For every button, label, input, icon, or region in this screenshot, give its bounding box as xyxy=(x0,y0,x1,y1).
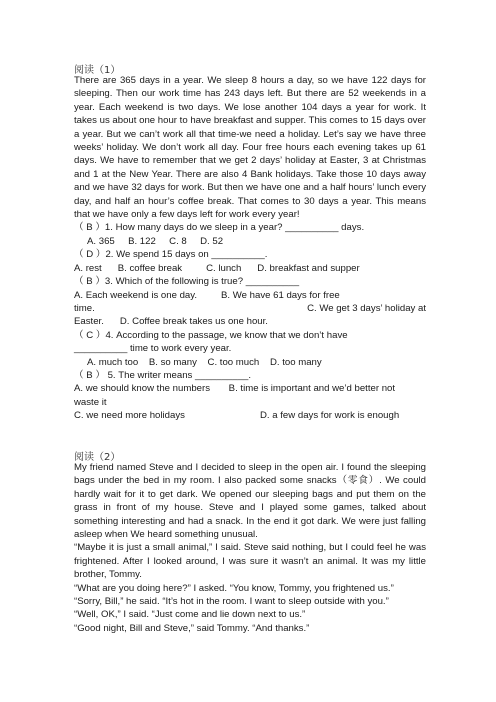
option-b-continued: time. xyxy=(74,302,95,314)
question-3-stem: （ B ）3. Which of the following is true? __________ xyxy=(74,276,300,288)
option-b: B. coffee break xyxy=(117,262,183,274)
passage-2-line: “Sorry, Bill,” he said. “It’s hot in the room. I want to sleep outside with you.” xyxy=(74,596,389,608)
passage-1: There are 365 days in a year. We sleep 8 hours a day, so we have 122 days for sleeping. Then our work time has 243 days left. But there are 52 weekends in a year. Each weekend is two days. We lose another 104 days a year for work. It takes us about one hour to have breakfast and supper. This comes to 15 days over a year. But we can’t work all that time-we need a holiday. Let’s say we have three weeks’ holiday. We don’t work all day. Four free hours each evening takes up 61 days. We have to remember that we get 2 days’ holiday at Easter, 3 at Christmas and 1 at the New Year. There are also 4 Bank holidays. Take those 10 days away and we have 32 days for work. But then we have one and a half hours’ lunch every day, and half an hour’s coffee break. That comes to 30 days a year. This means that we have only a few days left for work every year! xyxy=(74,75,426,221)
option-a: A. we should know the numbers xyxy=(74,383,210,395)
section-1-body xyxy=(74,74,426,423)
passage-2-line: “Maybe it is just a small animal,” I said. Steve said nothing, but I could feel he was frightened. After I looked around, I was sure it wasn’t an animal. It was my little brother, Tommy. xyxy=(74,542,426,581)
option-a: A. much too xyxy=(87,356,139,368)
option-c: C. We get 3 days’ holiday at xyxy=(307,302,426,314)
option-b: B. time is important and we’d better not xyxy=(228,383,396,395)
question-1-options xyxy=(74,235,426,248)
section-2-heading: 阅读（2） xyxy=(74,452,121,463)
question-3-options-line-1 xyxy=(74,289,426,302)
option-c: C. we need more holidays xyxy=(74,410,185,422)
option-c: C. too much xyxy=(207,356,260,368)
option-c: C. 8 xyxy=(169,235,187,247)
option-b-continued: waste it xyxy=(74,396,107,408)
question-3-options-line-3 xyxy=(74,315,426,328)
option-d: D. breakfast and supper xyxy=(257,262,360,274)
question-2-options xyxy=(74,262,426,275)
option-c-continued: Easter. xyxy=(74,316,104,328)
option-b: B. 122 xyxy=(128,235,156,247)
question-4-options xyxy=(74,356,426,369)
passage-2-paragraph: My friend named Steve and I decided to sleep in the open air. I found the sleeping bags under the bed in my room. I also packed some snacks（零食）. We could hardly wait for it to get dark. We opened our sleeping bags and put them on the grass in front of my house. Steve and I played some games, talked about something interesting and had a snack. In the end it got dark. We were just falling asleep when We heard something unusual. xyxy=(74,462,426,541)
option-a: A. Each weekend is one day. xyxy=(74,289,198,301)
question-5-stem: （ B ） 5. The writer means __________. xyxy=(74,369,252,381)
question-1-stem: （ B ）1. How many days do we sleep in a year? __________ days. xyxy=(74,222,365,234)
option-c: C. lunch xyxy=(206,262,242,274)
option-d: D. too many xyxy=(269,356,322,368)
option-b: B. We have 61 days for free xyxy=(221,289,340,301)
option-a: A. 365 xyxy=(87,235,115,247)
section-1-heading: 阅读（1） xyxy=(74,65,121,76)
passage-2-line: “Well, OK,” I said. “Just come and lie down next to us.” xyxy=(74,609,306,621)
option-b: B. so many xyxy=(148,356,197,368)
option-d: D. a few days for work is enough xyxy=(260,410,400,422)
section-2-body xyxy=(74,461,426,635)
option-d: D. Coffee break takes us one hour. xyxy=(119,316,268,328)
question-3-options-line-2 xyxy=(74,302,426,315)
question-4-stem-continued: __________ time to work every year. xyxy=(74,343,232,355)
passage-2-line: “What are you doing here?” I asked. “You know, Tommy, you frightened us.” xyxy=(74,582,394,594)
passage-2-line: “Good night, Bill and Steve,” said Tommy. “And thanks.” xyxy=(74,622,310,634)
question-5-options-line-2 xyxy=(74,409,426,422)
option-a: A. rest xyxy=(74,262,102,274)
question-2-stem: （ D ）2. We spend 15 days on __________. xyxy=(74,249,268,261)
question-5-options-line-1 xyxy=(74,382,426,395)
question-4-stem: （ C ）4. According to the passage, we know that we don’t have xyxy=(74,329,348,341)
option-d: D. 52 xyxy=(200,235,224,247)
